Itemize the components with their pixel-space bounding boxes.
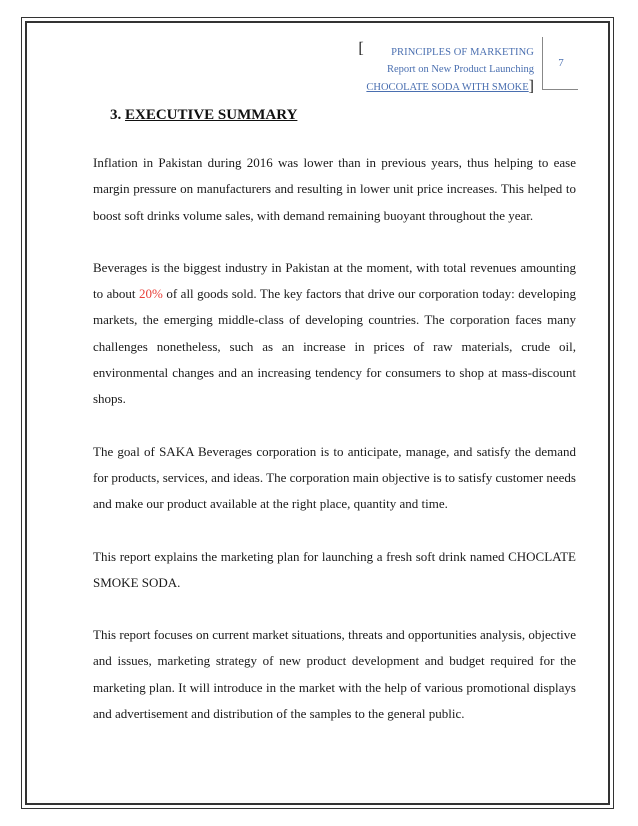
running-header	[358, 40, 534, 96]
section-number: 3.	[110, 107, 122, 123]
paragraph-plan: This report explains the marketing plan for launching a fresh soft drink named CHOCLATE SMOKE SODA.	[93, 548, 576, 590]
paragraph-industry-start: Beverages is the biggest industry in Pakistan at the moment, with total revenues amounting to about	[93, 259, 576, 302]
header-course-title: PRINCIPLES OF MARKETING	[391, 47, 534, 58]
paragraph-focus: This report focuses on current market situations, threats and opportunities analysis, objective and issues, marketing strategy of new product development and budget required for the marketing plan. It will introduce in the market with the help of various promotional displays and advertisement and distribution of the samples to the general public.	[93, 627, 576, 722]
page-number: 7	[542, 37, 579, 89]
section-heading	[110, 107, 297, 124]
paragraph-inflation: Inflation in Pakistan during 2016 was lower than in previous years, thus helping to ease margin pressure on manufacturers and resulting in lower unit price increases. This helped to boost soft drinks volume sales, with demand remaining buoyant throughout the year.	[93, 155, 576, 223]
paragraph-industry-end: of all goods sold. The key factors that drive our corporation today: developing markets, the emerging middle-class of developing countries. The corporation faces many challenges nonetheless, such as an increase in prices of raw materials, crude oil, environmental changes and an increasing tendency for consumers to shop at mass-discount shops.	[93, 286, 576, 407]
highlight-percentage: 20%	[139, 286, 163, 302]
header-report-title: Report on New Product Launching	[387, 64, 534, 75]
paragraph-industry	[93, 255, 576, 413]
header-rule	[542, 89, 578, 90]
section-title: EXECUTIVE SUMMARY	[125, 107, 298, 123]
header-product-name: CHOCOLATE SODA WITH SMOKE	[366, 82, 529, 93]
header-bracket-open: [	[358, 40, 364, 57]
header-bracket-close: ]	[528, 78, 534, 95]
paragraph-goal: The goal of SAKA Beverages corporation is to anticipate, manage, and satisfy the demand for products, services, and ideas. The corporation main objective is to satisfy customer needs and make our product available at the right place, quantity and time.	[93, 443, 576, 512]
document-body	[93, 150, 576, 753]
